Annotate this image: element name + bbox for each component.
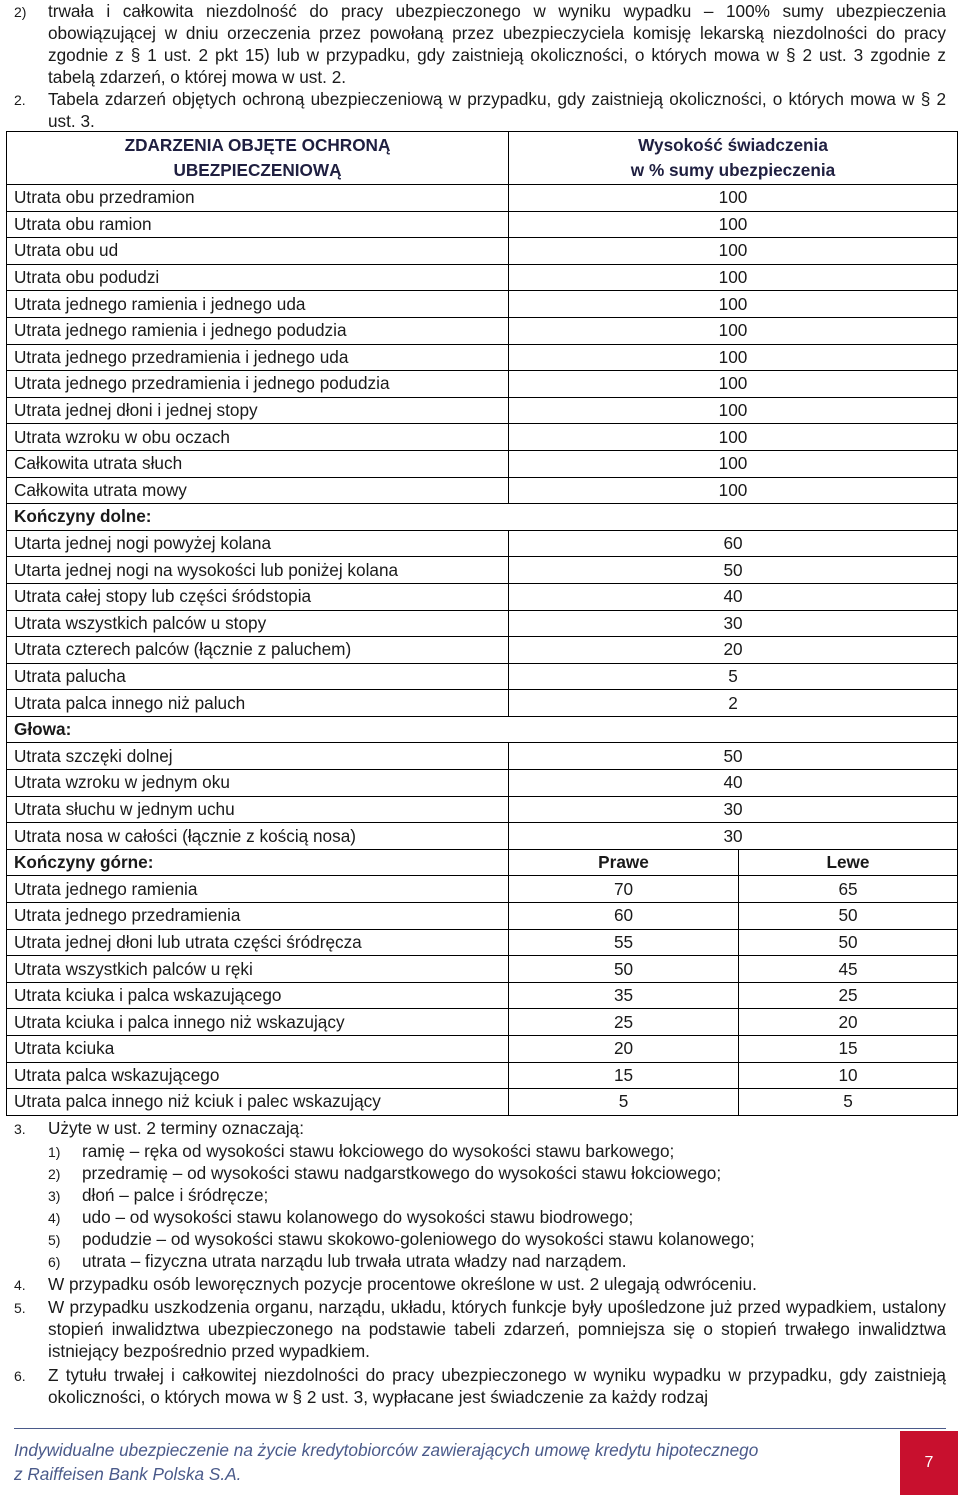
table-row bbox=[7, 450, 958, 477]
benefit-cell: 100 bbox=[509, 291, 958, 318]
table-row bbox=[7, 371, 958, 398]
section-2-number: 2. bbox=[14, 92, 26, 108]
right-value-cell: 25 bbox=[509, 1009, 739, 1036]
left-value-cell: 65 bbox=[739, 876, 958, 903]
benefit-cell: 100 bbox=[509, 450, 958, 477]
term-text: dłoń – palce i śródręcze; bbox=[82, 1185, 269, 1205]
table-row bbox=[7, 185, 958, 212]
right-label: Prawe bbox=[509, 849, 739, 876]
right-value-cell: 50 bbox=[509, 956, 739, 983]
benefit-cell: 100 bbox=[509, 317, 958, 344]
benefit-cell: 100 bbox=[509, 477, 958, 504]
term-number: 2) bbox=[48, 1166, 61, 1182]
event-cell: Utrata szczęki dolnej bbox=[7, 743, 509, 770]
event-cell: Utarta jednej nogi na wysokości lub poniżej kolana bbox=[7, 557, 509, 584]
event-cell: Utrata obu ramion bbox=[7, 211, 509, 238]
event-cell: Utrata jednego przedramienia i jednego podudzia bbox=[7, 371, 509, 398]
table-row bbox=[7, 211, 958, 238]
section-5 bbox=[14, 1296, 946, 1362]
header-events bbox=[7, 132, 509, 185]
table-header-row bbox=[7, 132, 958, 185]
term-item bbox=[48, 1228, 755, 1251]
benefit-cell: 30 bbox=[509, 796, 958, 823]
benefit-cell: 5 bbox=[509, 663, 958, 690]
event-cell: Utrata całej stopy lub części śródstopia bbox=[7, 583, 509, 610]
section-5-number: 5. bbox=[14, 1300, 26, 1316]
event-cell: Utrata jednego przedramienia bbox=[7, 903, 509, 930]
right-value-cell: 35 bbox=[509, 982, 739, 1009]
event-cell: Utrata palca innego niż kciuk i palec wskazujący bbox=[7, 1089, 509, 1116]
section-title-arms: Kończyny górne: bbox=[7, 849, 509, 876]
event-cell: Utrata jednego ramienia i jednego podudzia bbox=[7, 317, 509, 344]
section-4 bbox=[14, 1273, 946, 1295]
event-cell: Utrata obu podudzi bbox=[7, 264, 509, 291]
term-text: udo – od wysokości stawu kolanowego do wysokości stawu biodrowego; bbox=[82, 1207, 634, 1227]
term-number: 1) bbox=[48, 1144, 61, 1160]
event-cell: Utrata jednej dłoni lub utrata części śródręcza bbox=[7, 929, 509, 956]
benefit-cell: 100 bbox=[509, 371, 958, 398]
section-3 bbox=[14, 1117, 946, 1139]
benefit-cell: 100 bbox=[509, 264, 958, 291]
table-row bbox=[7, 929, 958, 956]
term-number: 4) bbox=[48, 1210, 61, 1226]
section-title-head: Głowa: bbox=[7, 716, 958, 743]
left-value-cell: 15 bbox=[739, 1036, 958, 1063]
table-row bbox=[7, 690, 958, 717]
table-row bbox=[7, 796, 958, 823]
section-3-number: 3. bbox=[14, 1121, 26, 1137]
left-label: Lewe bbox=[739, 849, 958, 876]
table-row bbox=[7, 903, 958, 930]
term-text: podudzie – od wysokości stawu skokowo-goleniowego do wysokości stawu kolanowego; bbox=[82, 1229, 755, 1249]
item-2-text: trwała i całkowita niezdolność do pracy ubezpieczonego w wyniku wypadku – 100% sumy ubezpieczenia obowiązującej w dniu orzeczenia przez powołaną przez ubezpieczyciela komisję lekarską niezdolności do pracy zgodnie z § 1 ust. 2 pkt 15) lub w przypadku, gdy zaistnieją okoliczności, o których mowa w § 2 ust. 3 zgodnie z tabelą zdarzeń, o której mowa w ust. 2. bbox=[48, 1, 946, 87]
table-row bbox=[7, 663, 958, 690]
event-cell: Utrata nosa w całości (łącznie z kością nosa) bbox=[7, 823, 509, 850]
term-item bbox=[48, 1184, 268, 1207]
footer-line-1: Indywidualne ubezpieczenie na życie kredytobiorców zawierających umowę kredytu hipotecznego bbox=[14, 1440, 759, 1460]
section-6 bbox=[14, 1364, 946, 1408]
event-cell: Całkowita utrata mowy bbox=[7, 477, 509, 504]
section-6-text: Z tytułu trwałej i całkowitej niezdolności do pracy ubezpieczonego w wyniku wypadku w przypadku, gdy zaistnieją okoliczności, o których mowa w § 2 ust. 3, wypłacane jest świadczenie za każdy rodzaj bbox=[48, 1365, 946, 1407]
event-cell: Utrata słuchu w jednym uchu bbox=[7, 796, 509, 823]
table-row bbox=[7, 317, 958, 344]
term-text: ramię – ręka od wysokości stawu łokciowego do wysokości stawu barkowego; bbox=[82, 1141, 675, 1161]
event-cell: Utrata obu przedramion bbox=[7, 185, 509, 212]
right-value-cell: 5 bbox=[509, 1089, 739, 1116]
event-cell: Utrata jednej dłoni i jednej stopy bbox=[7, 397, 509, 424]
section-6-number: 6. bbox=[14, 1368, 26, 1384]
table-row bbox=[7, 477, 958, 504]
table-row bbox=[7, 557, 958, 584]
footer-divider bbox=[14, 1428, 946, 1429]
event-cell: Utrata jednego przedramienia i jednego uda bbox=[7, 344, 509, 371]
table-row bbox=[7, 583, 958, 610]
table-row bbox=[7, 397, 958, 424]
term-item bbox=[48, 1162, 721, 1185]
footer-line-2: z Raiffeisen Bank Polska S.A. bbox=[14, 1464, 242, 1484]
term-number: 5) bbox=[48, 1232, 61, 1248]
benefit-cell: 40 bbox=[509, 583, 958, 610]
benefit-cell: 30 bbox=[509, 823, 958, 850]
left-value-cell: 20 bbox=[739, 1009, 958, 1036]
left-value-cell: 45 bbox=[739, 956, 958, 983]
event-cell: Utrata wzroku w obu oczach bbox=[7, 424, 509, 451]
term-number: 3) bbox=[48, 1188, 61, 1204]
section-row-legs bbox=[7, 504, 958, 531]
header-benefit-line1: Wysokość świadczenia bbox=[638, 135, 828, 155]
table-row bbox=[7, 823, 958, 850]
benefit-cell: 100 bbox=[509, 238, 958, 265]
term-number: 6) bbox=[48, 1254, 61, 1270]
table-row bbox=[7, 637, 958, 664]
event-cell: Utrata kciuka i palca wskazującego bbox=[7, 982, 509, 1009]
table-row bbox=[7, 610, 958, 637]
header-events-line1: ZDARZENIA OBJĘTE OCHRONĄ bbox=[124, 135, 391, 155]
item-2 bbox=[14, 0, 946, 88]
event-cell: Utarta jednej nogi powyżej kolana bbox=[7, 530, 509, 557]
left-value-cell: 50 bbox=[739, 929, 958, 956]
header-benefit-line2: w % sumy ubezpieczenia bbox=[630, 160, 836, 180]
header-benefit bbox=[509, 132, 958, 185]
event-cell: Utrata kciuka i palca innego niż wskazujący bbox=[7, 1009, 509, 1036]
table-row bbox=[7, 743, 958, 770]
section-2 bbox=[14, 88, 946, 132]
term-text: utrata – fizyczna utrata narządu lub trwała utrata władzy nad narządem. bbox=[82, 1251, 627, 1271]
table-row bbox=[7, 956, 958, 983]
benefit-cell: 50 bbox=[509, 743, 958, 770]
section-row-arms bbox=[7, 849, 958, 876]
benefit-cell: 100 bbox=[509, 185, 958, 212]
table-row bbox=[7, 238, 958, 265]
event-cell: Utrata kciuka bbox=[7, 1036, 509, 1063]
benefit-cell: 100 bbox=[509, 424, 958, 451]
right-value-cell: 60 bbox=[509, 903, 739, 930]
table-row bbox=[7, 424, 958, 451]
event-cell: Utrata obu ud bbox=[7, 238, 509, 265]
event-cell: Utrata palca innego niż paluch bbox=[7, 690, 509, 717]
events-table bbox=[6, 131, 958, 1116]
left-value-cell: 50 bbox=[739, 903, 958, 930]
benefit-cell: 60 bbox=[509, 530, 958, 557]
table-row bbox=[7, 530, 958, 557]
table-row bbox=[7, 1009, 958, 1036]
table-row bbox=[7, 344, 958, 371]
right-value-cell: 15 bbox=[509, 1062, 739, 1089]
event-cell: Utrata jednego ramienia i jednego uda bbox=[7, 291, 509, 318]
event-cell: Utrata palucha bbox=[7, 663, 509, 690]
table-row bbox=[7, 291, 958, 318]
benefit-cell: 30 bbox=[509, 610, 958, 637]
right-value-cell: 55 bbox=[509, 929, 739, 956]
benefit-cell: 100 bbox=[509, 397, 958, 424]
event-cell: Utrata palca wskazującego bbox=[7, 1062, 509, 1089]
table-row bbox=[7, 264, 958, 291]
header-events-line2: UBEZPIECZENIOWĄ bbox=[173, 160, 342, 180]
section-3-intro: Użyte w ust. 2 terminy oznaczają: bbox=[48, 1118, 304, 1138]
event-cell: Utrata wszystkich palców u stopy bbox=[7, 610, 509, 637]
event-cell: Utrata wzroku w jednym oku bbox=[7, 770, 509, 797]
table-row bbox=[7, 770, 958, 797]
term-item bbox=[48, 1250, 627, 1273]
event-cell: Całkowita utrata słuch bbox=[7, 450, 509, 477]
benefit-cell: 100 bbox=[509, 344, 958, 371]
section-row-head bbox=[7, 716, 958, 743]
section-4-text: W przypadku osób leworęcznych pozycje procentowe określone w ust. 2 ulegają odwróceniu. bbox=[48, 1274, 757, 1294]
footer-title bbox=[14, 1438, 874, 1486]
left-value-cell: 10 bbox=[739, 1062, 958, 1089]
table-row bbox=[7, 1062, 958, 1089]
benefit-cell: 2 bbox=[509, 690, 958, 717]
event-cell: Utrata czterech palców (łącznie z paluchem) bbox=[7, 637, 509, 664]
event-cell: Utrata wszystkich palców u ręki bbox=[7, 956, 509, 983]
item-2-number: 2) bbox=[14, 4, 27, 20]
section-5-text: W przypadku uszkodzenia organu, narządu, układu, których funkcje były upośledzone już przed wypadkiem, ustalony stopień inwalidztwa ubezpieczonego na podstawie tabeli zdarzeń, pomniejsza się o stopień trwałego inwalidztwa istniejący bezpośrednio przed wypadkiem. bbox=[48, 1297, 946, 1361]
section-title-legs: Kończyny dolne: bbox=[7, 504, 958, 531]
table-row bbox=[7, 1036, 958, 1063]
term-item bbox=[48, 1206, 633, 1229]
right-value-cell: 70 bbox=[509, 876, 739, 903]
event-cell: Utrata jednego ramienia bbox=[7, 876, 509, 903]
table-row bbox=[7, 876, 958, 903]
section-2-text: Tabela zdarzeń objętych ochroną ubezpieczeniową w przypadku, gdy zaistnieją okoliczności, o których mowa w § 2 ust. 3. bbox=[48, 89, 946, 131]
section-4-number: 4. bbox=[14, 1277, 26, 1293]
benefit-cell: 20 bbox=[509, 637, 958, 664]
left-value-cell: 25 bbox=[739, 982, 958, 1009]
benefit-cell: 100 bbox=[509, 211, 958, 238]
left-value-cell: 5 bbox=[739, 1089, 958, 1116]
term-item bbox=[48, 1140, 674, 1163]
benefit-cell: 50 bbox=[509, 557, 958, 584]
benefit-cell: 40 bbox=[509, 770, 958, 797]
table-row bbox=[7, 982, 958, 1009]
page-number-badge: 7 bbox=[900, 1431, 958, 1495]
table-row bbox=[7, 1089, 958, 1116]
right-value-cell: 20 bbox=[509, 1036, 739, 1063]
term-text: przedramię – od wysokości stawu nadgarstkowego do wysokości stawu łokciowego; bbox=[82, 1163, 722, 1183]
